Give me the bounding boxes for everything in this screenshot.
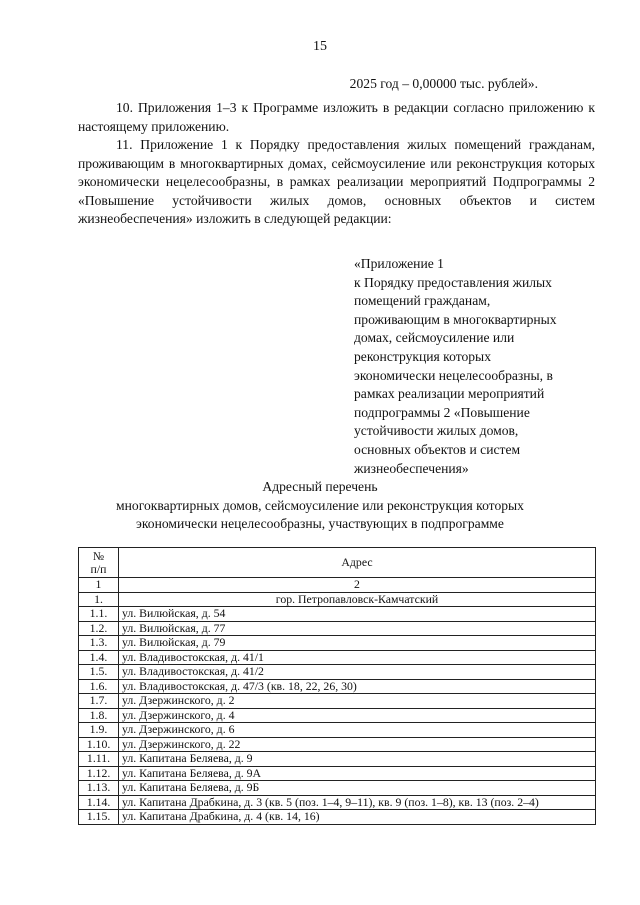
- row-number: 1.13.: [79, 781, 119, 796]
- header-address-cell: Адрес: [119, 548, 596, 578]
- header-number-abbr: п/п: [90, 561, 107, 576]
- row-number: 1.5.: [79, 665, 119, 680]
- city-name: гор. Петропавловск-Камчатский: [119, 592, 596, 607]
- table-row: [79, 752, 596, 767]
- row-number: 1.9.: [79, 723, 119, 738]
- row-number: 1.2.: [79, 621, 119, 636]
- stamp-line: к Порядку предоставления жилых: [354, 274, 552, 290]
- row-address: ул. Дзержинского, д. 6: [119, 723, 596, 738]
- header-number-symbol: №: [92, 548, 105, 563]
- table-row: [79, 781, 596, 796]
- stamp-line: проживающим в многоквартирных: [354, 311, 557, 327]
- row-address: ул. Владивостокская, д. 47/3 (кв. 18, 22, 26, 30): [119, 679, 596, 694]
- paragraph-11: 11. Приложение 1 к Порядку предоставления жилых помещений гражданам, проживающим в многоквартирных домах, сейсмоусиление или реконструкция которых экономически нецелесообразны, в рамках реализации мероприятий Подпрограммы 2 «Повышение устойчивости жилых домов, основных объектов и систем жизнеобеспечения» изложить в следующей редакции:: [78, 137, 595, 226]
- table-row: [79, 665, 596, 680]
- heading-line: многоквартирных домов, сейсмоусиление или реконструкция которых: [116, 497, 524, 513]
- heading-line: экономически нецелесообразны, участвующих в подпрограмме: [136, 516, 504, 531]
- table-row: [79, 679, 596, 694]
- row-number: 1.7.: [79, 694, 119, 709]
- stamp-line: жизнеобеспечения»: [354, 460, 469, 476]
- row-number: 1.1.: [79, 607, 119, 622]
- stamp-line: домах, сейсмоусиление или: [354, 330, 515, 346]
- row-number: 1.11.: [79, 752, 119, 767]
- stamp-line: «Приложение 1: [354, 256, 444, 271]
- row-address: ул. Капитана Драбкина, д. 3 (кв. 5 (поз. 1–4, 9–11), кв. 9 (поз. 1–8), кв. 13 (поз. 2–4): [119, 795, 596, 810]
- row-address: ул. Вилюйская, д. 54: [119, 607, 596, 622]
- table-row: [79, 621, 596, 636]
- row-address: ул. Дзержинского, д. 2: [119, 694, 596, 709]
- stamp-line: помещений гражданам,: [354, 293, 491, 309]
- heading-title: Адресный перечень: [262, 479, 378, 494]
- table-row: [79, 737, 596, 752]
- stamp-line: подпрограммы 2 «Повышение: [354, 404, 530, 420]
- row-address: ул. Вилюйская, д. 77: [119, 621, 596, 636]
- row-number: 1.3.: [79, 636, 119, 651]
- stamp-line: устойчивости жилых домов,: [354, 423, 519, 439]
- header-number-cell: [79, 548, 119, 578]
- appendix-stamp: [354, 255, 604, 478]
- row-address: ул. Капитана Беляева, д. 9: [119, 752, 596, 767]
- table-row: [79, 607, 596, 622]
- row-address: ул. Дзержинского, д. 22: [119, 737, 596, 752]
- address-table: [78, 547, 596, 825]
- row-address: ул. Владивостокская, д. 41/1: [119, 650, 596, 665]
- column-number-row: [79, 578, 596, 593]
- row-address: ул. Владивостокская, д. 41/2: [119, 665, 596, 680]
- stamp-line: экономически нецелесообразны, в: [354, 367, 553, 383]
- row-address: ул. Дзержинского, д. 4: [119, 708, 596, 723]
- column-number: 2: [119, 578, 596, 593]
- city-row: [79, 592, 596, 607]
- row-number: 1.10.: [79, 737, 119, 752]
- stamp-line: основных объектов и систем: [354, 441, 521, 457]
- table-header-row: [79, 548, 596, 578]
- row-address: ул. Вилюйская, д. 79: [119, 636, 596, 651]
- row-address: ул. Капитана Драбкина, д. 4 (кв. 14, 16): [119, 810, 596, 825]
- column-number: 1: [79, 578, 119, 593]
- row-number: 1.6.: [79, 679, 119, 694]
- table-row: [79, 766, 596, 781]
- row-number: 1.: [79, 592, 119, 607]
- row-number: 1.4.: [79, 650, 119, 665]
- address-list-heading: [0, 478, 640, 534]
- table-row: [79, 694, 596, 709]
- row-address: ул. Капитана Беляева, д. 9А: [119, 766, 596, 781]
- row-number: 1.12.: [79, 766, 119, 781]
- row-number: 1.15.: [79, 810, 119, 825]
- table-row: [79, 650, 596, 665]
- table-row: [79, 708, 596, 723]
- row-address: ул. Капитана Беляева, д. 9Б: [119, 781, 596, 796]
- table-row: [79, 723, 596, 738]
- stamp-line: рамках реализации мероприятий: [354, 386, 545, 402]
- table-row: [79, 810, 596, 825]
- stamp-line: реконструкция которых: [354, 348, 491, 364]
- row-number: 1.8.: [79, 708, 119, 723]
- continuation-line: 2025 год – 0,00000 тыс. рублей».: [349, 76, 538, 91]
- paragraph-10: 10. Приложения 1–3 к Программе изложить в редакции согласно приложению к настоящему приложению.: [78, 100, 595, 134]
- page-number: 15: [313, 39, 327, 54]
- table-row: [79, 636, 596, 651]
- row-number: 1.14.: [79, 795, 119, 810]
- table-row: [79, 795, 596, 810]
